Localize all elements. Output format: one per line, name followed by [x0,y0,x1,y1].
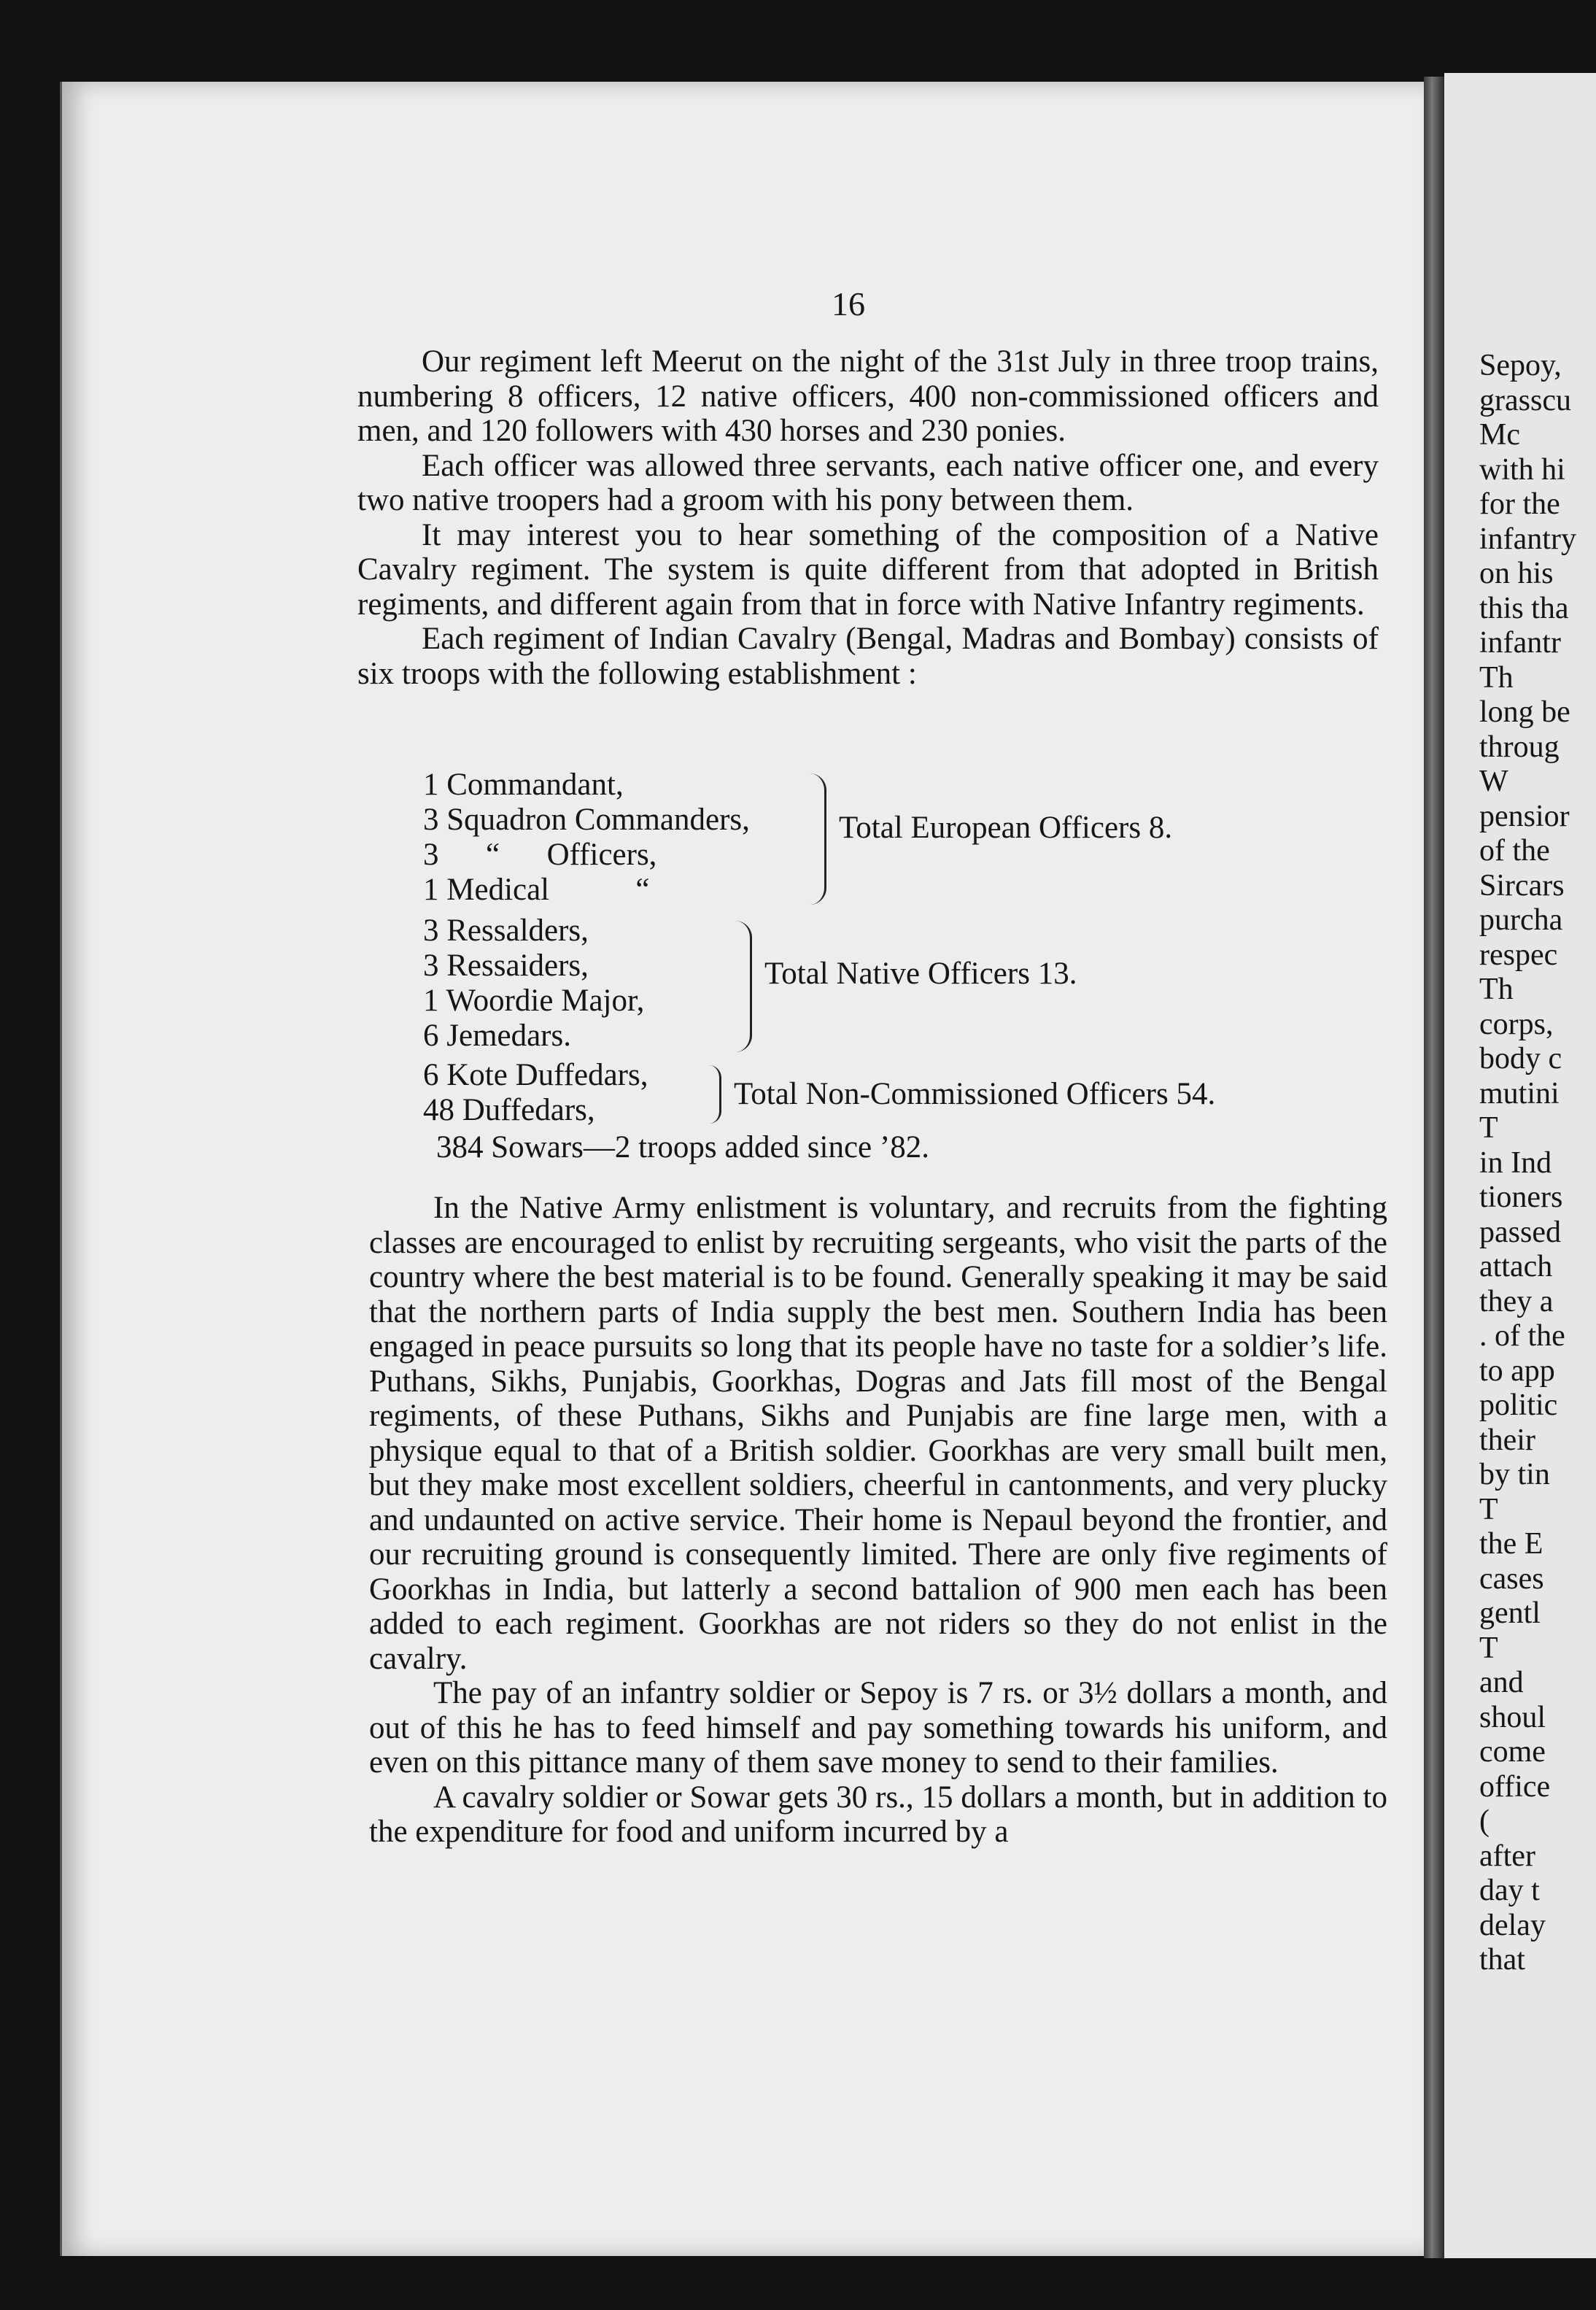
list-item: 3 “ Officers, [423,838,657,872]
native-officers-list [423,913,644,1054]
right-page-line: come [1479,1735,1546,1769]
right-page-line: to app [1479,1353,1555,1388]
right-page-line: delay [1479,1908,1546,1942]
paragraph: A cavalry soldier or Sowar gets 30 rs., 15 dollars a month, but in addition to the expenditure for food and uniform incurred by a [369,1780,1387,1849]
right-page-line: T [1479,1492,1498,1526]
european-officers-list [423,768,750,908]
right-page-line: their [1479,1423,1535,1457]
text-block-top [357,344,1379,691]
right-page-line: mutini [1479,1076,1560,1110]
list-item: 1 Woordie Major, [423,984,645,1018]
right-page-line: and [1479,1666,1524,1699]
right-page-line: they a [1479,1284,1554,1318]
paragraph: Each regiment of Indian Cavalry (Bengal, Madras and Bombay) consists of six troops with the following establishment : [357,622,1379,691]
right-page-line: infantry [1479,522,1576,556]
right-page-line: Sepoy, [1479,349,1562,382]
right-page-line: throug [1479,730,1560,764]
right-page-line: office [1479,1769,1551,1804]
right-page-line: T [1479,1111,1498,1145]
paragraph: Each officer was allowed three servants, each native officer one, and every two native troopers had a groom with his pony between them. [357,448,1379,517]
list-item: 6 Kote Duffedars, [423,1058,648,1092]
right-page-line: pensior [1479,799,1570,833]
right-page-line: after [1479,1839,1535,1873]
right-page-line: W [1479,765,1508,798]
right-page-line: Mc [1479,418,1520,452]
right-page-line: grasscu [1479,383,1571,417]
right-page-line: politic [1479,1388,1558,1422]
right-page-line: on his [1479,557,1554,590]
paragraph: In the Native Army enlistment is voluntary, and recruits from the fighting classes are encouraged to enlist by recruiting sergeants, who visit the parts of the country where the best material is to be found. Generally speaking it may be said that the northern parts of India supply the best men. Southern India has been engaged in peace pursuits so long that its people have no taste for a soldier’s life. Puthans, Sikhs, Punjabis, Goorkhas, Dogras and Jats fill most of the Bengal regiments, of these Puthans, Sikhs and Punjabis are fine large men, with a physique equal to that of a British soldier. Goorkhas are very small built men, but they make most excellent soldiers, cheerful in cantonments, and very plucky and undaunted on active service. Their home is Nepaul beyond the frontier, and our recruiting ground is consequently limited. There are only five regiments of Goorkhas in India, but latterly a second battalion of 900 men each has been added to each regiment. Goorkhas are not riders so they do not enlist in the cavalry. [369,1191,1387,1676]
right-page-line: purcha [1479,903,1563,937]
right-page-line: gentl [1479,1596,1541,1630]
right-page-line: passed [1479,1215,1561,1249]
list-item: 3 Squadron Commanders, [423,803,750,837]
right-page-line: tioners [1479,1181,1563,1214]
right-page-line: shoul [1479,1700,1546,1734]
right-page-line: Th [1479,660,1514,695]
right-page-line: T [1479,1631,1498,1665]
right-page-line: that [1479,1943,1525,1977]
right-page-line: cases [1479,1561,1544,1596]
right-page-line: with hi [1479,452,1565,487]
right-page-line: infantr [1479,626,1561,660]
right-page-line: Th [1479,973,1514,1006]
list-item: 1 Medical “ [423,873,650,907]
list-item: 6 Jemedars. [423,1019,571,1053]
nco-total: Total Non-Commissioned Officers 54. [734,1077,1216,1111]
sowars-line: 384 Sowars—2 troops added since ’82. [436,1130,929,1164]
right-page-line: of the [1479,834,1550,868]
right-page-line: for the [1479,487,1560,521]
right-page-line: ( [1479,1804,1490,1838]
european-total: Total European Officers 8. [839,811,1173,845]
right-page-line: in Ind [1479,1146,1552,1180]
right-page-line: long be [1479,695,1570,729]
right-page-line: respec [1479,938,1558,972]
right-page-line: by tin [1479,1458,1550,1491]
right-page-line: the E [1479,1527,1543,1561]
right-page-line: . of the [1479,1319,1565,1353]
paragraph: Our regiment left Meerut on the night of the 31st July in three troop trains, numbering 8 officers, 12 native officers, 400 non-commissioned officers and men, and 120 followers with 430 horses and 230 ponies. [357,344,1379,448]
right-page-line: corps, [1479,1007,1554,1041]
brace [810,773,826,905]
list-item: 1 Commandant, [423,768,624,802]
list-item: 3 Ressaiders, [423,949,589,983]
text-block-bottom [369,1191,1387,1850]
paragraph: The pay of an infantry soldier or Sepoy is 7 rs. or 3½ dollars a month, and out of this he has to feed himself and pay something towards his uniform, and even on this pittance many of them save money to send to their families. [369,1676,1387,1780]
brace [709,1065,721,1124]
right-page-line: body c [1479,1042,1562,1075]
native-total: Total Native Officers 13. [764,957,1077,991]
right-page-line: this tha [1479,591,1569,625]
brace [735,921,752,1052]
right-page-line: attach [1479,1250,1553,1283]
paragraph: It may interest you to hear something of the composition of a Native Cavalry regiment. The system is quite different from that adopted in British regiments, and different again from that in force with Native Infantry regiments. [357,517,1379,622]
book-gutter [1424,77,1444,2258]
list-item: 48 Duffedars, [423,1093,595,1127]
list-item: 3 Ressalders, [423,913,589,948]
right-page-line: Sircars [1479,868,1565,903]
right-page-line: day t [1479,1874,1540,1907]
right-page-text [1479,349,1596,1978]
nco-list [423,1058,648,1128]
page-number: 16 [832,285,865,322]
